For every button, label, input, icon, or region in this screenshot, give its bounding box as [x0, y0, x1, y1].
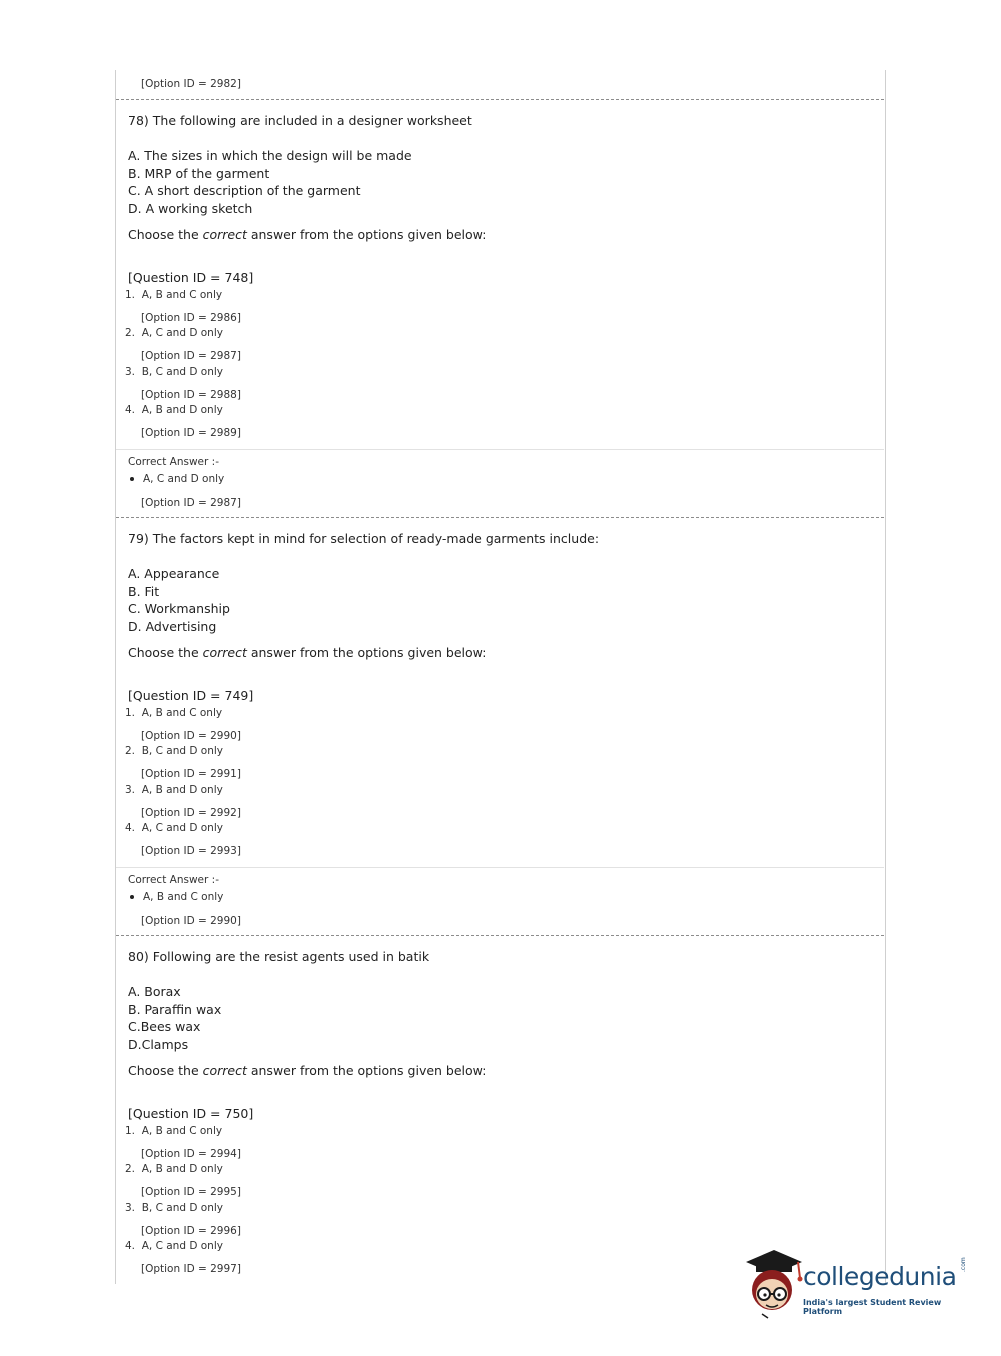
option-item: 4. A, C and D only [125, 822, 223, 834]
answer-separator [116, 449, 884, 450]
correct-option-id: [Option ID = 2990] [141, 915, 241, 927]
option-item: 3. B, C and D only [125, 1202, 223, 1214]
option-item: 1. A, B and C only [125, 707, 223, 719]
question-separator [116, 99, 884, 100]
bullet-icon [130, 895, 134, 899]
question-id: [Question ID = 748] [128, 270, 254, 285]
option-id: [Option ID = 2993] [141, 845, 241, 857]
option-item: 4. A, C and D only [125, 1240, 223, 1252]
option-item: 1. A, B and C only [125, 289, 223, 301]
collegedunia-logo[interactable] [742, 1248, 972, 1320]
statement: A. Appearance [128, 566, 220, 581]
logo-tagline: India's largest Student Review Platform [803, 1298, 942, 1316]
option-item: 2. B, C and D only [125, 745, 223, 757]
option-id: [Option ID = 2992] [141, 807, 241, 819]
option-item: 2. A, B and D only [125, 1163, 223, 1175]
option-id: [Option ID = 2986] [141, 312, 241, 324]
statement: C.Bees wax [128, 1019, 201, 1034]
statement: D. A working sketch [128, 201, 253, 216]
question-title: 79) The factors kept in mind for selection of ready-made garments include: [128, 531, 600, 546]
correct-answer: A, B and C only [128, 891, 223, 903]
question-title: 80) Following are the resist agents used in batik [128, 949, 430, 964]
correct-option-id: [Option ID = 2987] [141, 497, 241, 509]
answer-separator [116, 867, 884, 868]
question-separator [116, 935, 884, 936]
option-item: 3. B, C and D only [125, 366, 223, 378]
question-id: [Question ID = 750] [128, 1106, 254, 1121]
option-item: 1. A, B and C only [125, 1125, 223, 1137]
document-frame [115, 70, 886, 1284]
option-id: [Option ID = 2995] [141, 1186, 241, 1198]
option-item: 2. A, C and D only [125, 327, 223, 339]
statement: D. Advertising [128, 619, 217, 634]
option-id: [Option ID = 2997] [141, 1263, 241, 1275]
statement: B. Fit [128, 584, 160, 599]
option-item: 3. A, B and D only [125, 784, 223, 796]
option-id: [Option ID = 2991] [141, 768, 241, 780]
statement: A. Borax [128, 984, 181, 999]
statement: B. Paraffin wax [128, 1002, 222, 1017]
instruction: Choose the correct answer from the options given below: [128, 1063, 487, 1078]
instruction: Choose the correct answer from the options given below: [128, 227, 487, 242]
option-id: [Option ID = 2982] [141, 78, 241, 90]
mascot-icon [742, 1248, 804, 1320]
statement: C. A short description of the garment [128, 183, 361, 198]
bullet-icon [130, 477, 134, 481]
option-id: [Option ID = 2990] [141, 730, 241, 742]
question-title: 78) The following are included in a designer worksheet [128, 113, 472, 128]
question-id: [Question ID = 749] [128, 688, 254, 703]
statement: B. MRP of the garment [128, 166, 270, 181]
correct-answer-label: Correct Answer :- [128, 874, 219, 886]
option-id: [Option ID = 2989] [141, 427, 241, 439]
option-id: [Option ID = 2988] [141, 389, 241, 401]
statement: A. The sizes in which the design will be made [128, 148, 412, 163]
option-id: [Option ID = 2996] [141, 1225, 241, 1237]
logo-wordmark: collegedunia [803, 1262, 957, 1291]
correct-answer-label: Correct Answer :- [128, 456, 219, 468]
option-id: [Option ID = 2987] [141, 350, 241, 362]
option-item: 4. A, B and D only [125, 404, 223, 416]
instruction: Choose the correct answer from the options given below: [128, 645, 487, 660]
logo-suffix: .com [960, 1257, 967, 1272]
statement: D.Clamps [128, 1037, 189, 1052]
correct-answer: A, C and D only [128, 473, 224, 485]
option-id: [Option ID = 2994] [141, 1148, 241, 1160]
question-separator [116, 517, 884, 518]
statement: C. Workmanship [128, 601, 230, 616]
